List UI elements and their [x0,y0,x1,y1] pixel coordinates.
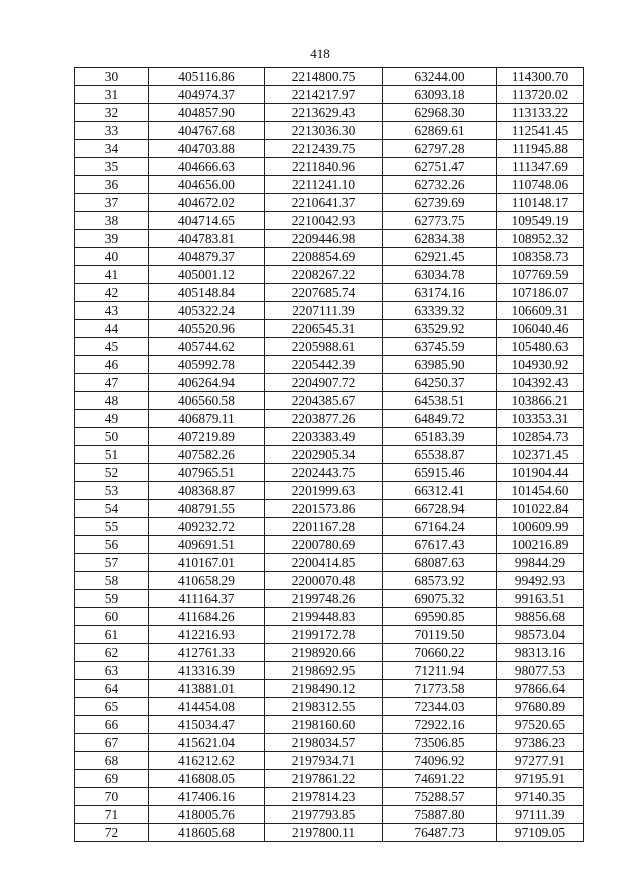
col3-cell: 2202905.34 [265,446,383,464]
col2-cell: 418005.76 [149,806,265,824]
point-number-cell: 66 [75,716,149,734]
col2-cell: 409691.51 [149,536,265,554]
col4-cell: 63745.59 [383,338,497,356]
col2-cell: 413316.39 [149,662,265,680]
col4-cell: 73506.85 [383,734,497,752]
col3-cell: 2197800.11 [265,824,383,842]
col2-cell: 408791.55 [149,500,265,518]
table-row [75,806,584,824]
col3-cell: 2213629.43 [265,104,383,122]
col3-cell: 2207111.39 [265,302,383,320]
point-number-cell: 64 [75,680,149,698]
point-number-cell: 52 [75,464,149,482]
table-row [75,248,584,266]
point-number-cell: 40 [75,248,149,266]
col3-cell: 2201167.28 [265,518,383,536]
col4-cell: 63174.16 [383,284,497,302]
point-number-cell: 42 [75,284,149,302]
col2-cell: 405992.78 [149,356,265,374]
col5-cell: 104392.43 [497,374,584,392]
table-row [75,410,584,428]
col2-cell: 414454.08 [149,698,265,716]
table-row [75,284,584,302]
col2-cell: 415621.04 [149,734,265,752]
col4-cell: 63093.18 [383,86,497,104]
col3-cell: 2208854.69 [265,248,383,266]
table-row [75,788,584,806]
col3-cell: 2206545.31 [265,320,383,338]
point-number-cell: 48 [75,392,149,410]
col3-cell: 2208267.22 [265,266,383,284]
col4-cell: 74096.92 [383,752,497,770]
col4-cell: 63244.00 [383,68,497,86]
col4-cell: 71773.58 [383,680,497,698]
table-row [75,572,584,590]
col2-cell: 404767.68 [149,122,265,140]
col3-cell: 2204907.72 [265,374,383,392]
col2-cell: 410167.01 [149,554,265,572]
col3-cell: 2204385.67 [265,392,383,410]
col5-cell: 101022.84 [497,500,584,518]
col3-cell: 2200070.48 [265,572,383,590]
col4-cell: 72922.16 [383,716,497,734]
col3-cell: 2203383.49 [265,428,383,446]
point-number-cell: 51 [75,446,149,464]
col3-cell: 2199748.26 [265,590,383,608]
col2-cell: 404672.02 [149,194,265,212]
table-body [75,68,584,842]
col5-cell: 108952.32 [497,230,584,248]
col4-cell: 70119.50 [383,626,497,644]
point-number-cell: 60 [75,608,149,626]
col5-cell: 102854.73 [497,428,584,446]
col3-cell: 2198490.12 [265,680,383,698]
col2-cell: 412216.93 [149,626,265,644]
col5-cell: 100216.89 [497,536,584,554]
col5-cell: 101904.44 [497,464,584,482]
col5-cell: 112541.45 [497,122,584,140]
col4-cell: 64250.37 [383,374,497,392]
col2-cell: 405322.24 [149,302,265,320]
col2-cell: 404714.65 [149,212,265,230]
col3-cell: 2203877.26 [265,410,383,428]
point-number-cell: 71 [75,806,149,824]
col5-cell: 100609.99 [497,518,584,536]
col5-cell: 98077.53 [497,662,584,680]
col3-cell: 2201999.63 [265,482,383,500]
col4-cell: 68573.92 [383,572,497,590]
col3-cell: 2211840.96 [265,158,383,176]
col4-cell: 75887.80 [383,806,497,824]
table-row [75,734,584,752]
col3-cell: 2214217.97 [265,86,383,104]
col4-cell: 65915.46 [383,464,497,482]
col2-cell: 407965.51 [149,464,265,482]
table-row [75,698,584,716]
col3-cell: 2197814.23 [265,788,383,806]
table-row [75,338,584,356]
col5-cell: 99163.51 [497,590,584,608]
col4-cell: 66312.41 [383,482,497,500]
table-row [75,464,584,482]
table-row [75,302,584,320]
col2-cell: 405744.62 [149,338,265,356]
point-number-cell: 39 [75,230,149,248]
point-number-cell: 45 [75,338,149,356]
point-number-cell: 38 [75,212,149,230]
col5-cell: 97866.64 [497,680,584,698]
col3-cell: 2197793.85 [265,806,383,824]
col2-cell: 413881.01 [149,680,265,698]
col4-cell: 64849.72 [383,410,497,428]
point-number-cell: 58 [75,572,149,590]
col4-cell: 62968.30 [383,104,497,122]
col4-cell: 63985.90 [383,356,497,374]
point-number-cell: 63 [75,662,149,680]
col2-cell: 411164.37 [149,590,265,608]
col4-cell: 69075.32 [383,590,497,608]
col3-cell: 2207685.74 [265,284,383,302]
col5-cell: 103866.21 [497,392,584,410]
col5-cell: 98573.04 [497,626,584,644]
point-number-cell: 49 [75,410,149,428]
point-number-cell: 65 [75,698,149,716]
col5-cell: 111945.88 [497,140,584,158]
point-number-cell: 56 [75,536,149,554]
point-number-cell: 61 [75,626,149,644]
table-row [75,680,584,698]
col5-cell: 97277.91 [497,752,584,770]
col4-cell: 72344.03 [383,698,497,716]
col4-cell: 71211.94 [383,662,497,680]
col5-cell: 98313.16 [497,644,584,662]
table-row [75,104,584,122]
point-number-cell: 69 [75,770,149,788]
col5-cell: 109549.19 [497,212,584,230]
point-number-cell: 36 [75,176,149,194]
point-number-cell: 68 [75,752,149,770]
col5-cell: 107769.59 [497,266,584,284]
col5-cell: 101454.60 [497,482,584,500]
point-number-cell: 67 [75,734,149,752]
col2-cell: 404879.37 [149,248,265,266]
table-row [75,356,584,374]
col4-cell: 65538.87 [383,446,497,464]
table-row [75,428,584,446]
col2-cell: 417406.16 [149,788,265,806]
col5-cell: 97520.65 [497,716,584,734]
col3-cell: 2198160.60 [265,716,383,734]
col4-cell: 62751.47 [383,158,497,176]
table-row [75,626,584,644]
page-number: 418 [310,46,330,61]
col3-cell: 2200780.69 [265,536,383,554]
col3-cell: 2198920.66 [265,644,383,662]
col3-cell: 2200414.85 [265,554,383,572]
col2-cell: 406560.58 [149,392,265,410]
point-number-cell: 30 [75,68,149,86]
col5-cell: 103353.31 [497,410,584,428]
col4-cell: 75288.57 [383,788,497,806]
table-row [75,158,584,176]
col3-cell: 2198034.57 [265,734,383,752]
col5-cell: 110148.17 [497,194,584,212]
col2-cell: 404666.63 [149,158,265,176]
table-row [75,446,584,464]
table-row [75,68,584,86]
col3-cell: 2212439.75 [265,140,383,158]
col4-cell: 66728.94 [383,500,497,518]
col2-cell: 408368.87 [149,482,265,500]
col4-cell: 62773.75 [383,212,497,230]
col5-cell: 102371.45 [497,446,584,464]
col4-cell: 62739.69 [383,194,497,212]
col4-cell: 63339.32 [383,302,497,320]
point-number-cell: 70 [75,788,149,806]
col5-cell: 107186.07 [497,284,584,302]
table-row [75,752,584,770]
col2-cell: 418605.68 [149,824,265,842]
col2-cell: 407219.89 [149,428,265,446]
table-row [75,554,584,572]
col2-cell: 404857.90 [149,104,265,122]
col2-cell: 405148.84 [149,284,265,302]
col2-cell: 405001.12 [149,266,265,284]
col4-cell: 69590.85 [383,608,497,626]
col4-cell: 63529.92 [383,320,497,338]
table-row [75,194,584,212]
col3-cell: 2197934.71 [265,752,383,770]
col5-cell: 113133.22 [497,104,584,122]
point-number-cell: 50 [75,428,149,446]
col5-cell: 108358.73 [497,248,584,266]
col5-cell: 111347.69 [497,158,584,176]
col2-cell: 409232.72 [149,518,265,536]
point-number-cell: 44 [75,320,149,338]
col5-cell: 99844.29 [497,554,584,572]
point-number-cell: 34 [75,140,149,158]
col3-cell: 2211241.10 [265,176,383,194]
col4-cell: 67164.24 [383,518,497,536]
col2-cell: 410658.29 [149,572,265,590]
col4-cell: 65183.39 [383,428,497,446]
col3-cell: 2205988.61 [265,338,383,356]
table-row [75,518,584,536]
col5-cell: 110748.06 [497,176,584,194]
table-row [75,392,584,410]
table-row [75,590,584,608]
col4-cell: 74691.22 [383,770,497,788]
col5-cell: 97111.39 [497,806,584,824]
col2-cell: 415034.47 [149,716,265,734]
table-row [75,644,584,662]
table-row [75,140,584,158]
col3-cell: 2198312.55 [265,698,383,716]
point-number-cell: 54 [75,500,149,518]
col3-cell: 2210042.93 [265,212,383,230]
col2-cell: 404703.88 [149,140,265,158]
table-row [75,608,584,626]
col5-cell: 97109.05 [497,824,584,842]
point-number-cell: 62 [75,644,149,662]
col5-cell: 97195.91 [497,770,584,788]
point-number-cell: 35 [75,158,149,176]
col5-cell: 105480.63 [497,338,584,356]
col5-cell: 106040.46 [497,320,584,338]
col3-cell: 2199448.83 [265,608,383,626]
col3-cell: 2199172.78 [265,626,383,644]
col5-cell: 98856.68 [497,608,584,626]
point-number-cell: 43 [75,302,149,320]
table-row [75,212,584,230]
col5-cell: 97140.35 [497,788,584,806]
col2-cell: 405520.96 [149,320,265,338]
table-row [75,122,584,140]
col4-cell: 62732.26 [383,176,497,194]
table-row [75,266,584,284]
point-number-cell: 31 [75,86,149,104]
col3-cell: 2205442.39 [265,356,383,374]
col2-cell: 404656.00 [149,176,265,194]
coordinates-table [74,67,584,842]
col2-cell: 406879.11 [149,410,265,428]
col2-cell: 404783.81 [149,230,265,248]
col5-cell: 106609.31 [497,302,584,320]
point-number-cell: 37 [75,194,149,212]
table-row [75,482,584,500]
point-number-cell: 72 [75,824,149,842]
col3-cell: 2202443.75 [265,464,383,482]
col2-cell: 405116.86 [149,68,265,86]
col3-cell: 2213036.30 [265,122,383,140]
table-row [75,716,584,734]
col3-cell: 2209446.98 [265,230,383,248]
col5-cell: 104930.92 [497,356,584,374]
col4-cell: 63034.78 [383,266,497,284]
col4-cell: 64538.51 [383,392,497,410]
col3-cell: 2201573.86 [265,500,383,518]
table-row [75,500,584,518]
table-row [75,86,584,104]
point-number-cell: 53 [75,482,149,500]
col4-cell: 68087.63 [383,554,497,572]
point-number-cell: 32 [75,104,149,122]
point-number-cell: 57 [75,554,149,572]
col4-cell: 76487.73 [383,824,497,842]
point-number-cell: 47 [75,374,149,392]
table-row [75,176,584,194]
col2-cell: 416808.05 [149,770,265,788]
col5-cell: 114300.70 [497,68,584,86]
col2-cell: 407582.26 [149,446,265,464]
point-number-cell: 33 [75,122,149,140]
point-number-cell: 46 [75,356,149,374]
col2-cell: 406264.94 [149,374,265,392]
col2-cell: 411684.26 [149,608,265,626]
col2-cell: 412761.33 [149,644,265,662]
col3-cell: 2198692.95 [265,662,383,680]
table-row [75,230,584,248]
col4-cell: 70660.22 [383,644,497,662]
table-row [75,662,584,680]
col5-cell: 113720.02 [497,86,584,104]
col4-cell: 62869.61 [383,122,497,140]
col3-cell: 2214800.75 [265,68,383,86]
col5-cell: 97680.89 [497,698,584,716]
table-row [75,824,584,842]
table-row [75,320,584,338]
col4-cell: 62921.45 [383,248,497,266]
table-row [75,770,584,788]
point-number-cell: 55 [75,518,149,536]
col4-cell: 67617.43 [383,536,497,554]
table-row [75,374,584,392]
table-row [75,536,584,554]
col4-cell: 62797.28 [383,140,497,158]
col5-cell: 97386.23 [497,734,584,752]
col4-cell: 62834.38 [383,230,497,248]
col3-cell: 2197861.22 [265,770,383,788]
col3-cell: 2210641.37 [265,194,383,212]
point-number-cell: 59 [75,590,149,608]
col2-cell: 404974.37 [149,86,265,104]
col2-cell: 416212.62 [149,752,265,770]
point-number-cell: 41 [75,266,149,284]
col5-cell: 99492.93 [497,572,584,590]
